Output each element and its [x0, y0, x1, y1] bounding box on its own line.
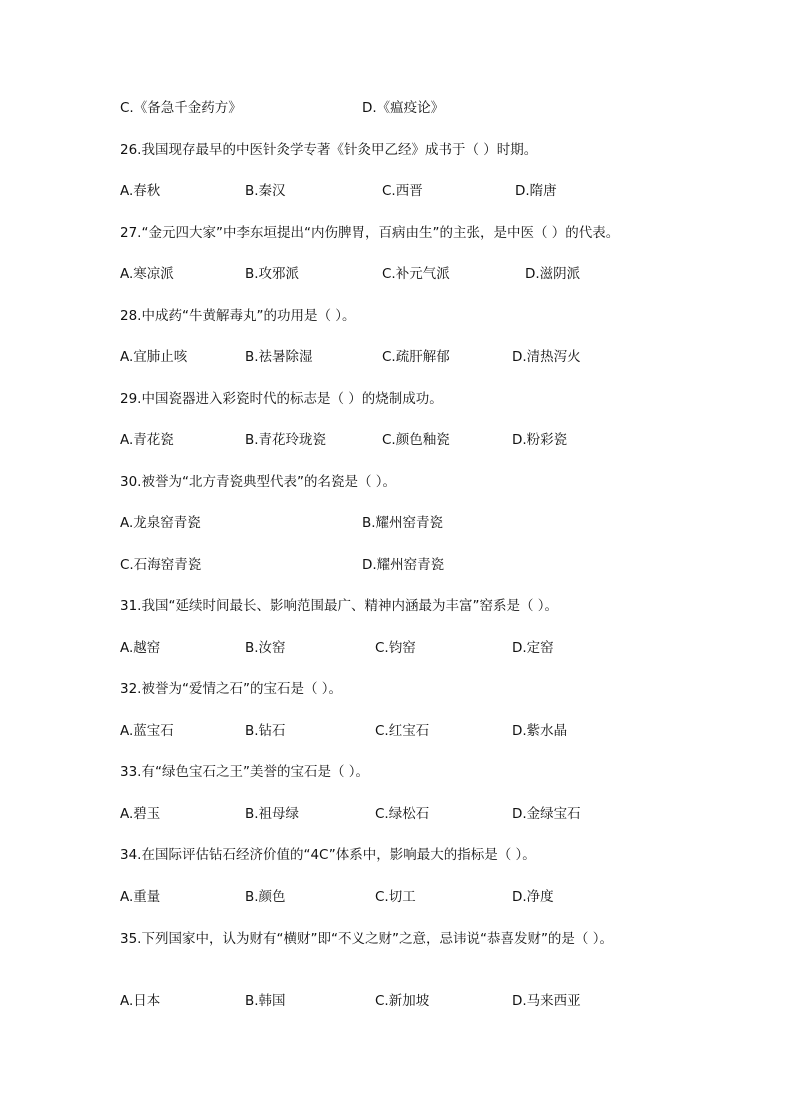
- option-32-a[interactable]: A.蓝宝石: [120, 723, 174, 739]
- option-35-c[interactable]: C.新加坡: [375, 993, 430, 1009]
- question-32-text: 32.被誉为“爱情之石”的宝石是（ ）。: [120, 681, 342, 697]
- option-32-c[interactable]: C.红宝石: [375, 723, 430, 739]
- option-34-d[interactable]: D.净度: [512, 889, 554, 905]
- question-35-text: 35.下列国家中，认为财有“横财”即“不义之财”之意，忌讳说“恭喜发财”的是（ ）。: [120, 931, 613, 947]
- option-35-a[interactable]: A.日本: [120, 993, 161, 1009]
- option-29-b[interactable]: B.青花玲珑瓷: [245, 432, 327, 448]
- option-25-d[interactable]: D.《瘟疫论》: [362, 100, 445, 116]
- option-25-c[interactable]: C.《备急千金药方》: [120, 100, 242, 116]
- option-26-b[interactable]: B.秦汉: [245, 183, 286, 199]
- option-33-b[interactable]: B.祖母绿: [245, 806, 300, 822]
- question-29-text: 29.中国瓷器进入彩瓷时代的标志是（ ）的烧制成功。: [120, 391, 443, 407]
- option-28-a[interactable]: A.宜肺止咳: [120, 349, 188, 365]
- option-27-d[interactable]: D.滋阴派: [525, 266, 581, 282]
- question-31-text: 31.我国“延续时间最长、影响范围最广、精神内涵最为丰富”窑系是（ ）。: [120, 598, 558, 614]
- option-31-c[interactable]: C.钧窑: [375, 640, 416, 656]
- option-26-c[interactable]: C.西晋: [382, 183, 423, 199]
- option-33-c[interactable]: C.绿松石: [375, 806, 430, 822]
- option-26-d[interactable]: D.隋唐: [515, 183, 557, 199]
- option-29-a[interactable]: A.青花瓷: [120, 432, 174, 448]
- question-27-text: 27.“金元四大家”中李东垣提出“内伤脾胃，百病由生”的主张，是中医（ ）的代表。: [120, 225, 620, 241]
- question-28-text: 28.中成药“牛黄解毒丸”的功用是（ ）。: [120, 308, 356, 324]
- question-30-text: 30.被誉为“北方青瓷典型代表”的名瓷是（ ）。: [120, 474, 396, 490]
- question-34-text: 34.在国际评估钻石经济价值的“4C”体系中，影响最大的指标是（ ）。: [120, 847, 536, 863]
- option-31-d[interactable]: D.定窑: [512, 640, 554, 656]
- option-29-d[interactable]: D.粉彩瓷: [512, 432, 568, 448]
- option-31-b[interactable]: B.汝窑: [245, 640, 286, 656]
- option-30-b[interactable]: B.耀州窑青瓷: [362, 515, 444, 531]
- option-27-c[interactable]: C.补元气派: [382, 266, 450, 282]
- option-34-b[interactable]: B.颜色: [245, 889, 286, 905]
- option-35-d[interactable]: D.马来西亚: [512, 993, 581, 1009]
- option-26-a[interactable]: A.春秋: [120, 183, 161, 199]
- option-32-d[interactable]: D.紫水晶: [512, 723, 568, 739]
- option-29-c[interactable]: C.颜色釉瓷: [382, 432, 450, 448]
- question-33-text: 33.有“绿色宝石之王”美誉的宝石是（ ）。: [120, 764, 369, 780]
- option-35-b[interactable]: B.韩国: [245, 993, 286, 1009]
- option-30-c[interactable]: C.石海窑青瓷: [120, 557, 202, 573]
- option-27-a[interactable]: A.寒凉派: [120, 266, 174, 282]
- option-34-c[interactable]: C.切工: [375, 889, 416, 905]
- option-28-b[interactable]: B.祛暑除湿: [245, 349, 313, 365]
- option-34-a[interactable]: A.重量: [120, 889, 161, 905]
- option-33-a[interactable]: A.碧玉: [120, 806, 161, 822]
- option-30-a[interactable]: A.龙泉窑青瓷: [120, 515, 201, 531]
- question-26-text: 26.我国现存最早的中医针灸学专著《针灸甲乙经》成书于（ ）时期。: [120, 142, 538, 158]
- option-28-c[interactable]: C.疏肝解郁: [382, 349, 450, 365]
- option-33-d[interactable]: D.金绿宝石: [512, 806, 581, 822]
- option-27-b[interactable]: B.攻邪派: [245, 266, 300, 282]
- option-30-d[interactable]: D.耀州窑青瓷: [362, 557, 445, 573]
- option-32-b[interactable]: B.钻石: [245, 723, 286, 739]
- option-28-d[interactable]: D.清热泻火: [512, 349, 581, 365]
- option-31-a[interactable]: A.越窑: [120, 640, 161, 656]
